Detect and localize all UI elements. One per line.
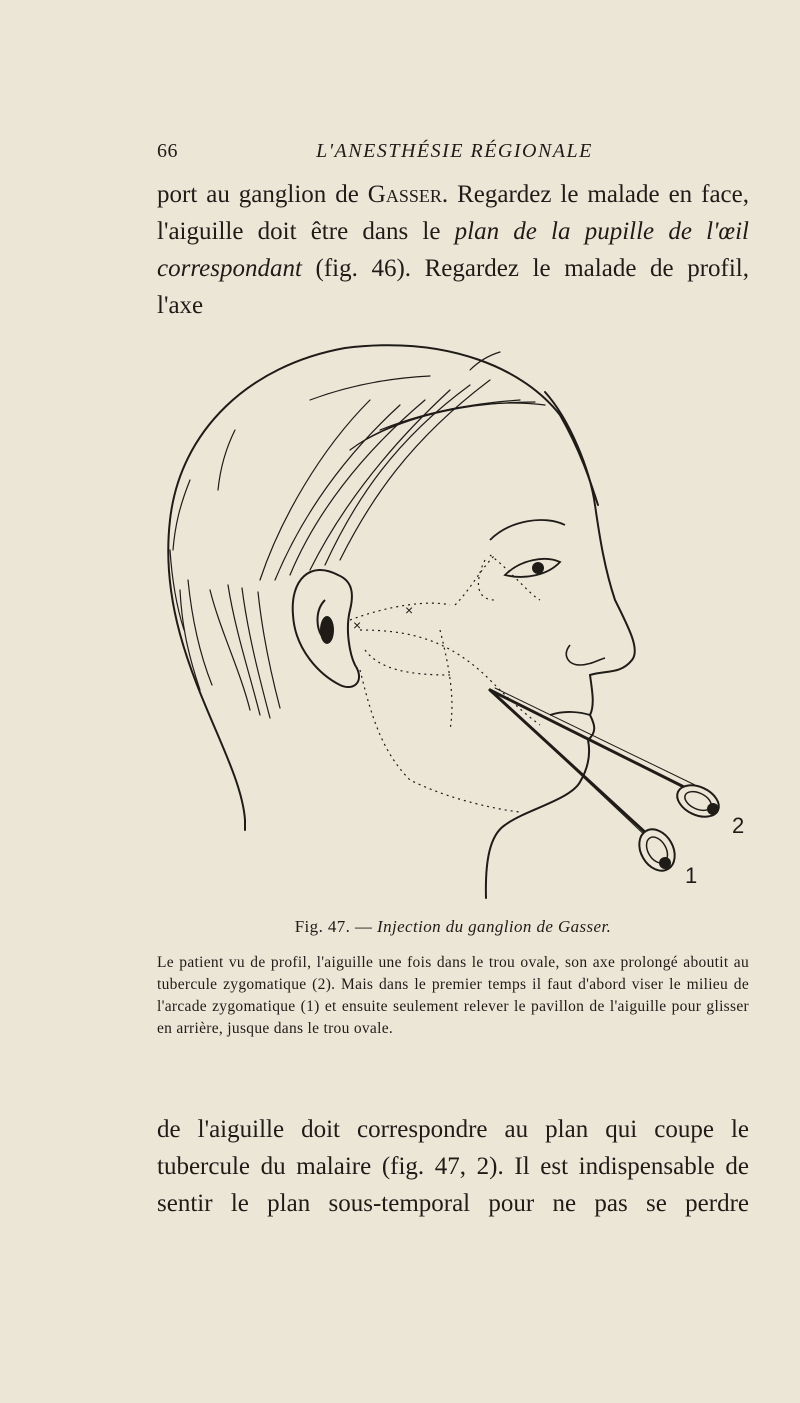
page-number: 66	[157, 140, 178, 162]
ear-canal	[320, 616, 334, 644]
figure-legend: Le patient vu de profil, l'aiguille une fois dans le trou ovale, son axe prolongé aboutit au tubercule zygomatique (2). Mais dans le premier temps il faut d'abord viser le milieu de l'arcade zygomatique (1) et ensuite seulement relever le pavillon de l'aiguille pour glisser en arrière, jusque dans le trou ovale.	[157, 954, 749, 1037]
figure-label-2: 2	[732, 813, 745, 838]
running-title: L'ANESTHÉSIE RÉGIONALE	[316, 140, 593, 162]
figure-label-1: 1	[685, 863, 698, 888]
profile-illustration	[150, 330, 760, 900]
author-name: Gasser	[367, 181, 442, 208]
eye-pupil	[532, 562, 544, 574]
svg-text:×: ×	[405, 602, 414, 618]
paragraph-top-italic: plan de la pupille de l'œil correspondant	[157, 218, 749, 282]
face-profile	[486, 392, 635, 898]
needle-2-shaft	[490, 690, 690, 790]
head-outline	[168, 345, 598, 820]
needle-hub-1	[632, 823, 682, 877]
paragraph-bottom: de l'aiguille doit correspondre au plan qui coupe le tubercule du malaire (fig. 47, 2). Il est indispensable de sentir le plan sous-temporal pour ne pas se perdre	[157, 1116, 749, 1217]
paragraph-top	[157, 176, 749, 324]
page-header	[157, 140, 752, 168]
svg-text:×: ×	[353, 617, 362, 633]
caption-prefix: Fig. 47. —	[294, 917, 378, 936]
caption-title: Injection du ganglion de Gasser.	[377, 917, 612, 936]
paragraph-top-text-2: . Regardez le malade en face, l'aiguille doit être dans le	[157, 181, 749, 245]
paragraph-top-text-3: (fig. 46). Regardez le malade de profil, l'axe	[157, 255, 749, 319]
figure-caption	[157, 917, 749, 937]
paragraph-top-text-1: port au ganglion de	[157, 181, 368, 208]
